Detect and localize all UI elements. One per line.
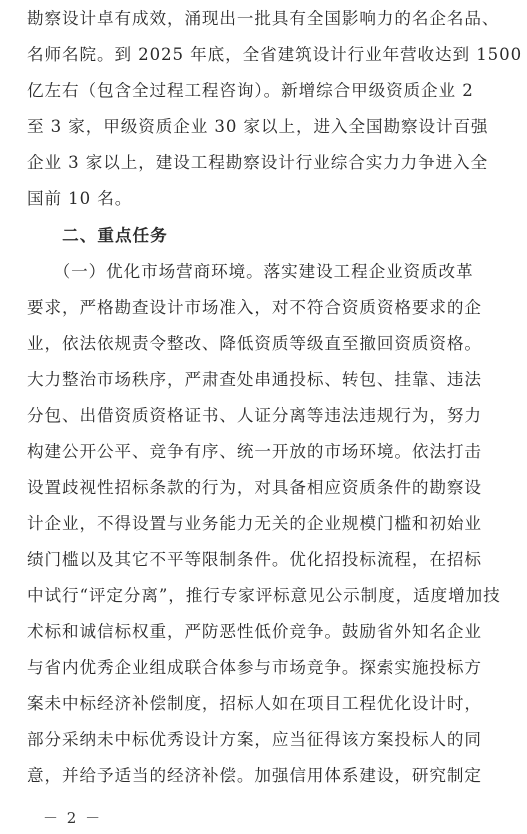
body-text-line: 设置歧视性招标条款的行为，对具备相应资质条件的勘察设 (27, 478, 482, 497)
body-text-line: 术标和诚信标权重，严防恶性低价竞争。鼓励省外知名企业 (27, 622, 482, 641)
body-text-line: 要求，严格勘查设计市场准入，对不符合资质资格要求的企 (27, 298, 482, 317)
body-text-line: 国前 10 名。 (27, 189, 133, 208)
body-text-line: （一）优化市场营商环境。落实建设工程企业资质改革 (27, 262, 474, 281)
body-text-line: 分包、出借资质资格证书、人证分离等违法违规行为，努力 (27, 406, 482, 425)
body-text-line: 大力整治市场秩序，严肃查处串通投标、转包、挂靠、违法 (27, 370, 482, 389)
body-text-line: 绩门槛以及其它不平等限制条件。优化招投标流程，在招标 (27, 550, 482, 569)
body-text-line: 勘察设计卓有成效，涌现出一批具有全国影响力的名企名品、 (27, 9, 500, 28)
body-text-line: 业，依法依规责令整改、降低资质等级直至撤回资质资格。 (27, 334, 482, 353)
body-text-line: 至 3 家，甲级资质企业 30 家以上，进入全国勘察设计百强 (27, 117, 489, 136)
page-number: － 2 － (43, 809, 103, 827)
section-heading: 二、重点任务 (27, 226, 168, 245)
body-text-line: 计企业，不得设置与业务能力无关的企业规模门槛和初始业 (27, 514, 482, 533)
body-text-line: 企业 3 家以上，建设工程勘察设计行业综合实力力争进入全 (27, 153, 489, 172)
body-text-line: 案未中标经济补偿制度，招标人如在项目工程优化设计时， (27, 694, 482, 713)
body-text-line: 中试行“评定分离”，推行专家评标意见公示制度，适度增加技 (27, 586, 501, 605)
body-text-line: 构建公开公平、竞争有序、统一开放的市场环境。依法打击 (27, 442, 482, 461)
body-text-line: 部分采纳未中标优秀设计方案，应当征得该方案投标人的同 (27, 730, 482, 749)
body-text-line: 与省内优秀企业组成联合体参与市场竞争。探索实施投标方 (27, 658, 482, 677)
body-text-line: 名师名院。到 2025 年底，全省建筑设计行业年营收达到 1500 (27, 45, 523, 64)
body-text-line: 意，并给予适当的经济补偿。加强信用体系建设，研究制定 (27, 766, 482, 785)
body-text-line: 亿左右（包含全过程工程咨询）。新增综合甲级资质企业 2 (27, 81, 474, 100)
